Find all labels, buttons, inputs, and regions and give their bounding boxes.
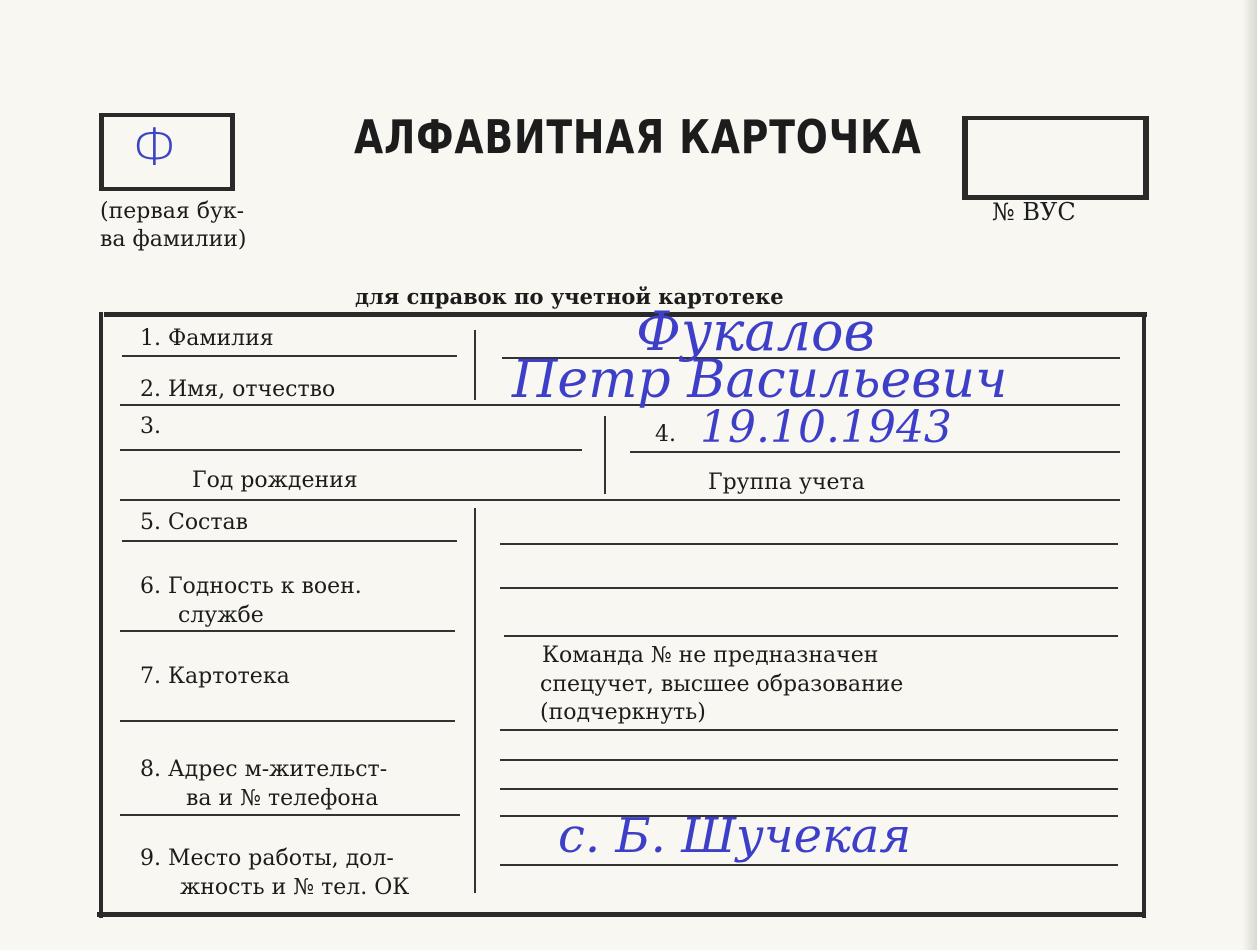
- field-workplace-label-line1: 9. Место работы, дол-: [140, 846, 394, 871]
- first-letter-caption: [100, 198, 300, 254]
- vus-label: № ВУС: [992, 198, 1076, 226]
- table-bottom-border: [97, 912, 1145, 917]
- field-composition-label: 5. Состав: [140, 510, 249, 535]
- line-birth-year: [120, 449, 582, 451]
- line-file-value: [500, 729, 1118, 731]
- line-composition-label: [122, 540, 457, 542]
- field-file-text-line3: (подчеркнуть): [540, 700, 706, 725]
- divider-lower: [474, 508, 476, 893]
- field-group-caption: Группа учета: [708, 470, 865, 495]
- line-row3-bottom: [120, 499, 1120, 501]
- handwritten-surname: Фукалов: [636, 300, 875, 363]
- field-birth-year-caption: Год рождения: [192, 468, 358, 493]
- divider-birth-group: [604, 416, 606, 494]
- field-fitness-label-line1: 6. Годность к воен.: [140, 574, 362, 599]
- field-address-label-line2: ва и № телефона: [186, 786, 379, 811]
- first-letter-caption-line1: (первая бук-: [100, 199, 245, 224]
- line-address-1: [500, 759, 1118, 761]
- field-file-text-line2: спецучет, высшее образование: [540, 672, 904, 697]
- field-address-label-line1: 8. Адрес м-жительст-: [140, 757, 388, 782]
- line-fitness-bottom: [504, 635, 1118, 637]
- field-4-number: 4.: [655, 422, 676, 447]
- line-workplace-value: [500, 864, 1118, 866]
- line-surname-label: [122, 355, 457, 357]
- handwritten-workplace: с. Б. Шучекая: [558, 808, 912, 864]
- handwritten-group: 19.10.1943: [700, 402, 952, 453]
- first-letter-caption-line2: ва фамилии): [100, 227, 247, 252]
- line-composition-value: [500, 543, 1118, 545]
- line-fitness-value: [500, 587, 1118, 589]
- line-file-label: [120, 720, 455, 722]
- field-workplace-label-line2: жность и № тел. ОК: [180, 875, 410, 900]
- card-title: АЛФАВИТНАЯ КАРТОЧКА: [354, 110, 922, 164]
- field-file-label: 7. Картотека: [140, 664, 290, 689]
- first-letter-handwritten: Ф: [132, 118, 177, 178]
- handwritten-name-patronymic: Петр Васильевич: [512, 350, 1008, 410]
- divider-names: [474, 330, 476, 400]
- line-address-label: [120, 814, 460, 816]
- field-name-label: 2. Имя, отчество: [140, 377, 336, 402]
- field-3-number: 3.: [140, 414, 161, 439]
- field-file-text-line1: Команда № не предназначен: [542, 643, 879, 668]
- line-address-2: [500, 788, 1118, 790]
- card-subtitle: для справок по учетной картотеке: [355, 284, 784, 309]
- field-fitness-label-line2: службе: [178, 603, 264, 628]
- field-surname-label: 1. Фамилия: [140, 326, 274, 351]
- card-edge: [1243, 0, 1257, 950]
- vus-box: [962, 116, 1149, 200]
- line-fitness-label: [120, 630, 455, 632]
